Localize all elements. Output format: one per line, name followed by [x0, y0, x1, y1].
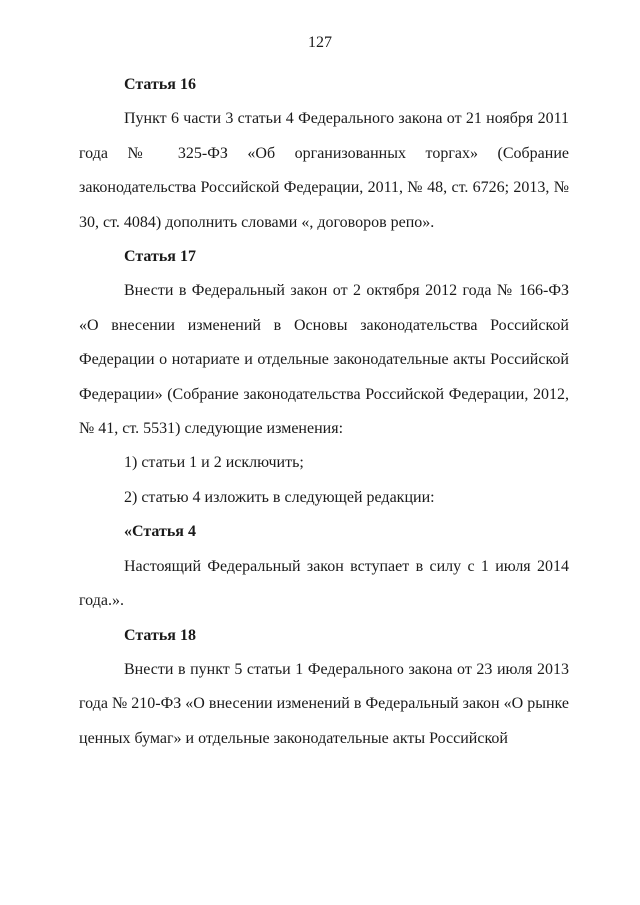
document-body [79, 68, 569, 756]
article-18-heading: Статья 18 [124, 626, 196, 644]
article-18-text: Внести в пункт 5 статьи 1 Федерального закона от 23 июля 2013 года № 210-ФЗ «О внесении изменений в Федеральный закон «О рынке ценных бумаг» и отдельные законодательные акты Российской [79, 660, 569, 747]
article-16-heading: Статья 16 [124, 76, 196, 93]
quoted-article-4-text: Настоящий Федеральный закон вступает в силу с 1 июля 2014 года.». [79, 557, 569, 610]
article-17-heading: Статья 17 [124, 248, 196, 266]
article-17-item-2: 2) статью 4 изложить в следующей редакции: [124, 488, 435, 506]
page-number: 127 [308, 34, 332, 51]
quoted-article-4-heading: «Статья 4 [124, 523, 196, 541]
article-17-text: Внести в Федеральный закон от 2 октября 2012 года № 166-ФЗ «О внесении изменений в Основы законодательства Российской Федерации о нотариате и отдельные законодательные акты Российской Федерации» (Собрание законодательства Российской Федерации, 2012, № 41, ст. 5531) следующие изменения: [79, 282, 569, 438]
article-16-text: Пункт 6 части 3 статьи 4 Федерального закона от 21 ноября 2011 года № 325-ФЗ «Об организованных торгах» (Собрание законодательства Российской Федерации, 2011, № 48, ст. 6726; 2013, № 30, ст. 4084) дополнить словами «, договоров репо». [79, 110, 569, 231]
article-17-item-1: 1) статьи 1 и 2 исключить; [124, 454, 304, 472]
